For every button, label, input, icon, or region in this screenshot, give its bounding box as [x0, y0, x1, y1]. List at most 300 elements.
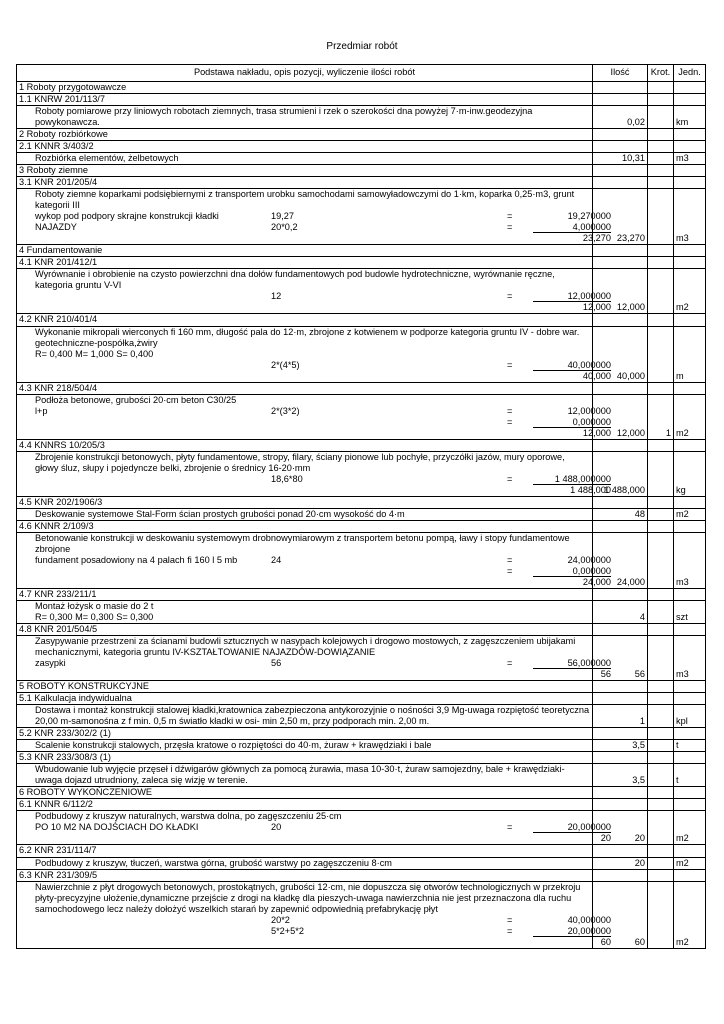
position-body-cell — [17, 153, 593, 165]
position-code-row — [17, 257, 706, 269]
position-code: 3.1 KNR 201/205/4 — [17, 177, 593, 189]
section-row — [17, 129, 706, 141]
position-code-ilosc-cell — [593, 94, 648, 106]
position-code-row — [17, 752, 706, 764]
calc-expression: 12 — [271, 291, 282, 302]
calc-equals: = — [507, 291, 513, 302]
position-code-jedn-cell — [674, 382, 706, 394]
position-body — [19, 811, 611, 844]
position-body-row — [17, 451, 706, 496]
position-description: Zasypywanie przestrzeni za ścianami budowli sztucznych w nasypach kolejowych i drogowo mostowych, z zagęszczeniem ubijakami mechanicznymi, kategoria gruntu IV-KSZTAŁTOWANIE NAJAZDÓW-DOWIĄZANIE — [35, 636, 576, 658]
calc-sum: 56 — [600, 669, 611, 680]
calc-expression: 20*0,2 — [271, 222, 298, 233]
calc-sum: 24,000 — [582, 576, 611, 587]
calc-value: 20,000000 — [533, 926, 611, 937]
position-code-ilosc-cell — [593, 141, 648, 153]
position-code: 4.7 KNR 233/211/1 — [17, 588, 593, 600]
section-krot-cell — [648, 129, 674, 141]
position-body-row — [17, 811, 706, 845]
unit-cell: m2 — [674, 811, 706, 845]
position-code: 6.2 KNR 231/114/7 — [17, 845, 593, 857]
header-jedn: Jedn. — [674, 65, 706, 82]
position-code-ilosc-cell — [593, 845, 648, 857]
position-body — [19, 189, 611, 244]
calc-value: 12,000000 — [567, 405, 611, 416]
position-code: 4.1 KNR 201/412/1 — [17, 257, 593, 269]
position-code-krot-cell — [648, 752, 674, 764]
position-body — [19, 740, 590, 751]
section-jedn-cell — [674, 82, 706, 94]
position-body-cell — [17, 636, 611, 681]
position-body-cell — [17, 705, 593, 728]
quantity-cell: 1 — [593, 705, 648, 728]
position-body-cell — [17, 764, 593, 787]
calc-expression: 24 — [271, 554, 282, 565]
calc-sum-line — [35, 233, 611, 244]
position-code-row — [17, 693, 706, 705]
position-body-row — [17, 394, 706, 439]
quantity-cell: 1 488,000 — [593, 451, 648, 496]
unit-cell: m2 — [674, 857, 706, 869]
unit-cell: t — [674, 740, 706, 752]
position-code-ilosc-cell — [593, 177, 648, 189]
section-title: 5 ROBOTY KONSTRUKCYJNE — [17, 681, 593, 693]
section-row — [17, 82, 706, 94]
calc-expression: 18,6*80 — [271, 473, 303, 484]
position-description: Podbudowy z kruszyw, tłuczeń, warstwa górna, grubość warstwy po zagęszczeniu 8·cm — [35, 857, 392, 868]
calc-expression: 20*2 — [271, 914, 290, 925]
position-code: 4.8 KNR 201/504/5 — [17, 624, 593, 636]
calc-sum: 23,270 — [582, 233, 611, 244]
unit-cell: kg — [674, 451, 706, 496]
quantity-cell: 20 — [593, 811, 648, 845]
section-ilosc-cell — [593, 129, 648, 141]
calc-label: NAJAZDY — [35, 222, 77, 233]
calc-value: 24,000000 — [567, 554, 611, 565]
position-code-jedn-cell — [674, 799, 706, 811]
position-description: Podłoża betonowe, grubości 20·cm beton C30/25 — [35, 394, 237, 405]
position-code-ilosc-cell — [593, 588, 648, 600]
section-title: 4 Fundamentowanie — [17, 245, 593, 257]
calc-value: 56,000000 — [533, 658, 611, 669]
position-code-krot-cell — [648, 728, 674, 740]
page-title: Przedmiar robót — [326, 41, 398, 52]
calc-expression: 2*(4*5) — [271, 359, 300, 370]
position-body — [19, 269, 611, 313]
calc-expression: 2*(3*2) — [271, 405, 300, 416]
unit-cell: m2 — [674, 269, 706, 314]
position-code-jedn-cell — [674, 588, 706, 600]
position-code: 4.4 KNNRS 10/205/3 — [17, 439, 593, 451]
section-title: 6 ROBOTY WYKOŃCZENIOWE — [17, 787, 593, 799]
position-body-row — [17, 705, 706, 728]
position-description: Podbudowy z kruszyw naturalnych, warstwa dolna, po zagęszczeniu 25·cm — [35, 811, 342, 822]
position-code: 5.2 KNR 233/302/2 (1) — [17, 728, 593, 740]
position-body — [19, 858, 590, 869]
position-code: 1.1 KNRW 201/113/7 — [17, 94, 593, 106]
multiplier-cell — [648, 269, 674, 314]
position-body-row — [17, 636, 706, 681]
position-code-krot-cell — [648, 496, 674, 508]
unit-cell: kpl — [674, 705, 706, 728]
multiplier-cell — [648, 811, 674, 845]
position-body-cell — [17, 740, 593, 752]
position-code-row — [17, 845, 706, 857]
position-code-jedn-cell — [674, 752, 706, 764]
position-body-cell — [17, 881, 611, 948]
calc-expression: 20 — [271, 822, 282, 833]
unit-cell: m2 — [674, 508, 706, 520]
position-code-krot-cell — [648, 520, 674, 532]
calc-line — [35, 822, 611, 833]
unit-cell: m3 — [674, 532, 706, 588]
section-row — [17, 787, 706, 799]
position-body — [19, 451, 611, 496]
calc-value: 20,000000 — [533, 822, 611, 833]
multiplier-cell — [648, 532, 674, 588]
position-code-jedn-cell — [674, 439, 706, 451]
multiplier-cell — [648, 189, 674, 245]
calc-line — [35, 359, 611, 371]
position-description: Betonowanie konstrukcji w deskowaniu systemowym drobnowymiarowym z transportem betonu pompą, ławy i stopy fundamentowe zbrojone — [35, 532, 570, 554]
section-title: 1 Roboty przygotowawcze — [17, 82, 593, 94]
quantity-cell: 4 — [593, 600, 648, 623]
calc-sum: 12,000 — [582, 427, 611, 438]
section-krot-cell — [648, 681, 674, 693]
calc-expression: 19,27 — [271, 211, 294, 222]
position-code-row — [17, 520, 706, 532]
position-body — [19, 509, 590, 520]
calc-sum-line — [35, 484, 611, 496]
calc-label: l+p — [35, 405, 48, 416]
position-code-jedn-cell — [674, 869, 706, 881]
position-code-row — [17, 382, 706, 394]
position-code-jedn-cell — [674, 257, 706, 269]
calc-value: 1 488,000000 — [533, 474, 611, 485]
calc-sum: 1 488,000 — [570, 484, 611, 495]
position-description: Wbudowanie lub wyjęcie przęseł i dźwigarów głównych za pomocą żurawia, masa 10-30·t, żuraw samojezdny, bale + krawędziaki-uwaga dojazd utrudniony, zaleca się wizję w terenie. — [35, 764, 565, 786]
section-jedn-cell — [674, 129, 706, 141]
section-title: 3 Roboty ziemne — [17, 165, 593, 177]
unit-cell: km — [674, 106, 706, 129]
position-description: R= 0,300 M= 0,300 S= 0,300 — [35, 611, 154, 622]
section-row — [17, 681, 706, 693]
position-code-krot-cell — [648, 177, 674, 189]
calc-sum-line — [35, 833, 611, 844]
position-code-row — [17, 588, 706, 600]
calc-line — [35, 914, 611, 926]
calc-line — [35, 565, 611, 577]
calc-line — [35, 925, 611, 937]
calc-sum: 40,000 — [582, 370, 611, 381]
position-code-ilosc-cell — [593, 869, 648, 881]
position-body-cell — [17, 857, 593, 869]
position-code-row — [17, 141, 706, 153]
position-description: Wyrównanie i obrobienie na czysto powierzchni dna dołów fundamentowych pod budowle hydrotechniczne, wyrównanie ręczne, kategoria gruntu V-VI — [35, 269, 555, 291]
calc-sum-line — [35, 669, 611, 680]
calc-expression: 5*2+5*2 — [271, 925, 304, 936]
calc-sum: 12,000 — [582, 302, 611, 313]
position-body-row — [17, 189, 706, 245]
multiplier-cell — [648, 106, 674, 129]
position-code-row — [17, 177, 706, 189]
position-code-krot-cell — [648, 94, 674, 106]
unit-cell: szt — [674, 600, 706, 623]
position-code-jedn-cell — [674, 728, 706, 740]
calc-line — [35, 554, 611, 566]
position-code: 4.5 KNR 202/1906/3 — [17, 496, 593, 508]
position-body-cell — [17, 106, 593, 129]
calc-sum: 60 — [600, 936, 611, 947]
quantity-cell: 60 — [593, 881, 648, 948]
calc-value: 0,000000 — [533, 566, 611, 577]
position-body-row — [17, 532, 706, 588]
header-ilosc: Ilość — [593, 65, 648, 82]
position-code-row — [17, 94, 706, 106]
calc-equals: = — [507, 473, 513, 484]
position-body — [19, 636, 611, 680]
calc-line — [35, 291, 611, 302]
position-code-row — [17, 314, 706, 326]
position-code-krot-cell — [648, 141, 674, 153]
quantity-cell: 3,5 — [593, 740, 648, 752]
position-code-row — [17, 799, 706, 811]
position-code: 4.6 KNNR 2/109/3 — [17, 520, 593, 532]
multiplier-cell — [648, 740, 674, 752]
multiplier-cell — [648, 857, 674, 869]
position-code-krot-cell — [648, 624, 674, 636]
position-description: Dostawa i montaż konstrukcji stalowej kładki,kratownica zabezpieczona antykorozyjnie o nośności 3,9 Mg-uwaga rozpiętość teoretyczna 20,00 m-samonośna z f min. 0,5 m światło kładki w osi- min 2,50 m, przy podporach min. 2,00 m. — [35, 705, 590, 727]
position-description: Roboty ziemne koparkami podsiębiernymi z transportem urobku samochodami samowyładowczymi do 1·km, koparka 0,25·m3, grunt kategorii III — [35, 189, 575, 211]
calc-value: 0,000000 — [533, 417, 611, 428]
position-body-cell — [17, 326, 611, 382]
quantity-cell: 10,31 — [593, 153, 648, 165]
position-description: Montaż łożysk o masie do 2 t — [35, 600, 154, 611]
position-code-ilosc-cell — [593, 728, 648, 740]
position-code-ilosc-cell — [593, 496, 648, 508]
position-code-row — [17, 869, 706, 881]
section-jedn-cell — [674, 245, 706, 257]
multiplier-cell — [648, 764, 674, 787]
position-body — [19, 881, 611, 948]
section-ilosc-cell — [593, 245, 648, 257]
position-code: 5.3 KNR 233/308/3 (1) — [17, 752, 593, 764]
section-ilosc-cell — [593, 681, 648, 693]
section-jedn-cell — [674, 165, 706, 177]
position-code-krot-cell — [648, 314, 674, 326]
section-krot-cell — [648, 165, 674, 177]
calc-line — [35, 405, 611, 417]
calc-sum: 20 — [600, 833, 611, 844]
position-body — [19, 601, 590, 623]
position-body-cell — [17, 394, 611, 439]
position-code-jedn-cell — [674, 314, 706, 326]
multiplier-cell — [648, 600, 674, 623]
calc-equals: = — [507, 914, 513, 925]
position-body-cell — [17, 600, 593, 623]
calc-label: zasypki — [35, 658, 66, 669]
position-code-ilosc-cell — [593, 439, 648, 451]
header-krot: Krot. — [648, 65, 674, 82]
section-jedn-cell — [674, 681, 706, 693]
table-header-row — [17, 65, 706, 82]
section-ilosc-cell — [593, 787, 648, 799]
calc-equals: = — [507, 658, 513, 669]
header-desc: Podstawa nakładu, opis pozycji, wyliczenie ilości robót — [17, 65, 593, 82]
position-description: Zbrojenie konstrukcji betonowych, płyty fundamentowe, stropy, filary, ściany pionowe lub pochyłe, przyczółki jazów, mury oporowe, głowy śluz, słupy i pojedyncze belki, zbrojenie o średnicy 16-20·mm — [35, 451, 565, 473]
position-code-krot-cell — [648, 382, 674, 394]
position-code: 6.1 KNNR 6/112/2 — [17, 799, 593, 811]
calc-equals: = — [507, 554, 513, 565]
calc-equals: = — [507, 925, 513, 936]
multiplier-cell — [648, 705, 674, 728]
position-body — [19, 326, 611, 382]
position-code-jedn-cell — [674, 141, 706, 153]
calc-sum-line — [35, 936, 611, 948]
unit-cell: m — [674, 326, 706, 382]
position-code-row — [17, 496, 706, 508]
position-body — [19, 106, 590, 128]
position-code-ilosc-cell — [593, 520, 648, 532]
calc-value: 40,000000 — [567, 914, 611, 925]
unit-cell: t — [674, 764, 706, 787]
quantity-cell: 48 — [593, 508, 648, 520]
unit-cell: m2 — [674, 881, 706, 948]
position-code-ilosc-cell — [593, 624, 648, 636]
multiplier-cell — [648, 153, 674, 165]
calc-line — [35, 658, 611, 669]
quantity-cell: 56 — [593, 636, 648, 681]
calc-equals: = — [507, 211, 513, 222]
position-description: Deskowanie systemowe Stal-Form ścian prostych grubości ponad 20·cm wysokość do 4·m — [35, 508, 405, 519]
position-body-row — [17, 106, 706, 129]
quantity-cell: 3,5 — [593, 764, 648, 787]
position-body-row — [17, 153, 706, 165]
position-description: R= 0,400 M= 1,000 S= 0,400 — [35, 348, 154, 359]
position-body — [19, 532, 611, 588]
calc-equals: = — [507, 359, 513, 370]
calc-value: 12,000000 — [533, 291, 611, 302]
position-body — [19, 764, 590, 786]
calc-value: 40,000000 — [533, 360, 611, 371]
position-body-cell — [17, 532, 611, 588]
position-body-row — [17, 881, 706, 948]
position-code: 2.1 KNNR 3/403/2 — [17, 141, 593, 153]
position-body-row — [17, 740, 706, 752]
position-description: Roboty pomiarowe przy liniowych robotach ziemnych, trasa strumieni i rzek o szerokości dna powyżej 7·m-inw.geodezyjna powykonawcza. — [35, 106, 533, 128]
position-body-row — [17, 508, 706, 520]
position-code-jedn-cell — [674, 845, 706, 857]
position-body — [19, 153, 590, 164]
position-code: 6.3 KNR 231/309/5 — [17, 869, 593, 881]
position-description: Scalenie konstrukcji stalowych, przęsła kratowe o rozpiętości do 40·m, żuraw + krawędziaki i bale — [35, 740, 432, 751]
position-code-jedn-cell — [674, 94, 706, 106]
quantity-cell: 40,000 — [593, 326, 648, 382]
estimate-table — [16, 64, 706, 949]
position-code-krot-cell — [648, 869, 674, 881]
multiplier-cell — [648, 881, 674, 948]
multiplier-cell — [648, 508, 674, 520]
position-code-ilosc-cell — [593, 752, 648, 764]
position-body — [19, 394, 611, 439]
position-code-krot-cell — [648, 693, 674, 705]
calc-equals: = — [507, 565, 513, 576]
position-body-cell — [17, 269, 611, 314]
quantity-cell: 0,02 — [593, 106, 648, 129]
multiplier-cell — [648, 326, 674, 382]
calc-equals: = — [507, 416, 513, 427]
section-krot-cell — [648, 787, 674, 799]
position-body-row — [17, 764, 706, 787]
position-code-row — [17, 439, 706, 451]
calc-label: wykop pod podpory skrajne konstrukcji kładki — [35, 211, 219, 222]
calc-equals: = — [507, 822, 513, 833]
multiplier-cell — [648, 451, 674, 496]
quantity-cell: 12,000 — [593, 394, 648, 439]
position-body-cell — [17, 451, 611, 496]
calc-line — [35, 222, 611, 233]
calc-value: 4,000000 — [533, 222, 611, 233]
section-krot-cell — [648, 245, 674, 257]
quantity-cell: 23,270 — [593, 189, 648, 245]
calc-sum-line — [35, 576, 611, 588]
section-title: 2 Roboty rozbiórkowe — [17, 129, 593, 141]
position-description: Nawierzchnie z płyt drogowych betonowych, prostokątnych, grubości 12·cm, nie dopuszcza się otworów technologicznych w przekroju płyty-precyzyjne ułożenie,dynamiczne przejście z drogi na kładkę dla pieszych-uwaga nawierzchnia nie jest przeznaczona dla ruchu samochodowego lecz należy dołożyć wszelkich starań by zapewnić odpowiednią prefabrykację płyt — [35, 881, 581, 914]
position-code-ilosc-cell — [593, 257, 648, 269]
position-code-ilosc-cell — [593, 799, 648, 811]
position-code-row — [17, 624, 706, 636]
calc-equals: = — [507, 222, 513, 233]
position-code-krot-cell — [648, 799, 674, 811]
position-code-jedn-cell — [674, 624, 706, 636]
position-code-ilosc-cell — [593, 382, 648, 394]
position-code: 4.2 KNR 210/401/4 — [17, 314, 593, 326]
calc-expression: 56 — [271, 658, 282, 669]
position-body-row — [17, 600, 706, 623]
estimate-table-wrapper — [16, 64, 706, 949]
position-code-krot-cell — [648, 845, 674, 857]
position-code-row — [17, 728, 706, 740]
position-body-cell — [17, 811, 611, 845]
section-row — [17, 245, 706, 257]
calc-equals: = — [507, 405, 513, 416]
calc-line — [35, 416, 611, 428]
position-description: Wykonanie mikropali wierconych fi 160 mm, długość pala do 12·m, zbrojone z kotwienem w podporze kategoria gruntu IV - dobre war. geotechniczne-pospółka,żwiry — [35, 326, 580, 348]
section-row — [17, 165, 706, 177]
position-body-row — [17, 326, 706, 382]
section-krot-cell — [648, 82, 674, 94]
section-ilosc-cell — [593, 82, 648, 94]
calc-line — [35, 211, 611, 222]
unit-cell: m3 — [674, 636, 706, 681]
unit-cell: m3 — [674, 189, 706, 245]
position-body-cell — [17, 189, 611, 245]
quantity-cell: 12,000 — [593, 269, 648, 314]
position-code-ilosc-cell — [593, 693, 648, 705]
position-code-jedn-cell — [674, 177, 706, 189]
position-code: 4.3 KNR 218/504/4 — [17, 382, 593, 394]
position-code: 5.1 Kalkulacja indywidualna — [17, 693, 593, 705]
position-description: Rozbiórka elementów, żelbetowych — [35, 153, 179, 164]
calc-sum-line — [35, 427, 611, 439]
quantity-cell: 24,000 — [593, 532, 648, 588]
calc-label: fundament posadowiony na 4 palach fi 160 l 5 mb — [35, 554, 238, 565]
position-body-cell — [17, 508, 593, 520]
position-code-jedn-cell — [674, 496, 706, 508]
quantity-cell: 20 — [593, 857, 648, 869]
unit-cell: m3 — [674, 153, 706, 165]
calc-sum-line — [35, 370, 611, 382]
